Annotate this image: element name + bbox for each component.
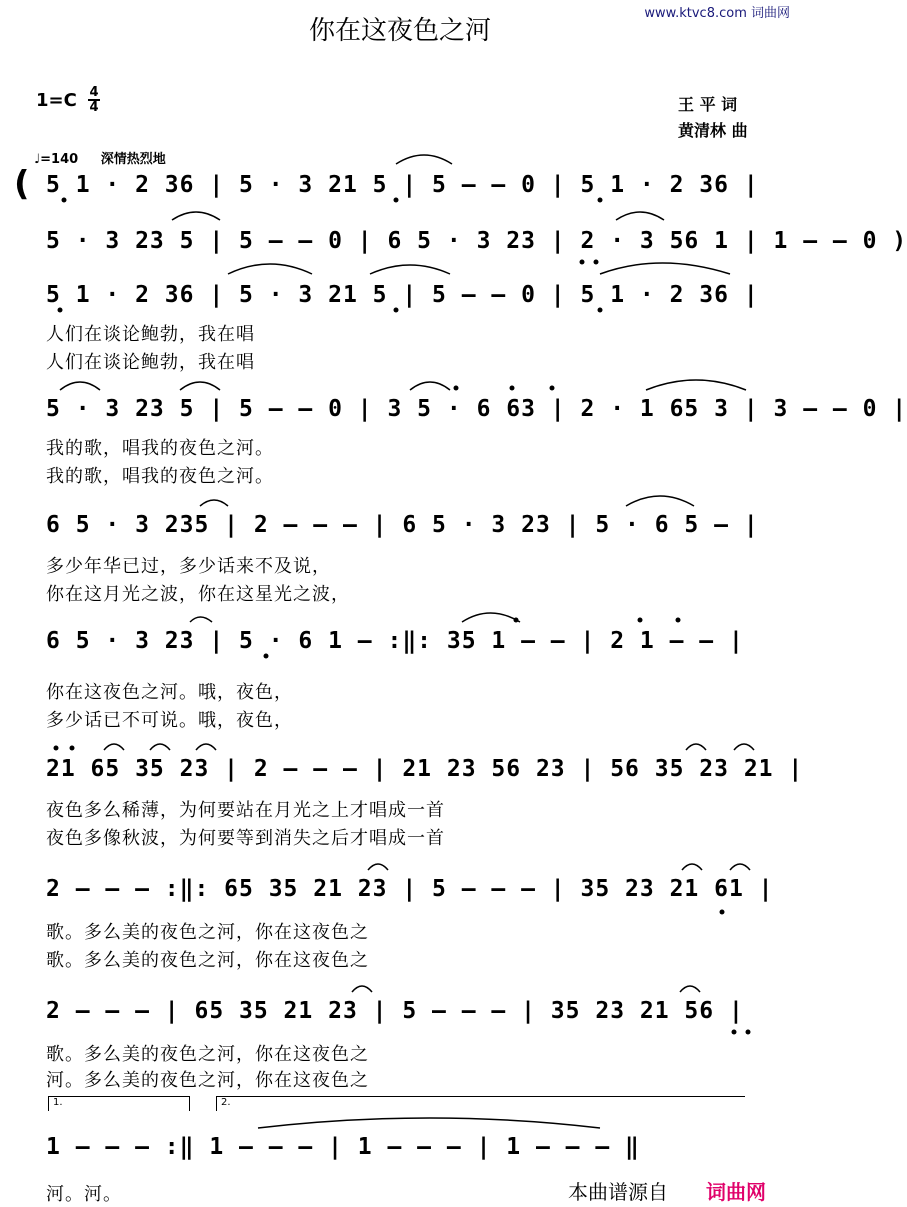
octave-dot <box>638 618 643 623</box>
notation-row: 5 1 · 2 36 | 5 · 3 21 5 | 5 – – 0 | 5 1 · 2 36 | <box>46 172 759 198</box>
slur-mark <box>150 744 170 750</box>
octave-dot <box>394 198 399 203</box>
octave-dot <box>514 618 519 623</box>
slur-mark <box>686 744 706 750</box>
lyric-line: 你在这夜色之河。哦，夜色， <box>46 682 293 703</box>
lyric-line: 歌。多么美的夜色之河，你在这夜色之 <box>46 1044 369 1065</box>
slur-mark <box>370 265 450 274</box>
slur-mark <box>196 744 216 750</box>
notation-row: 2 – – – :‖: 65 35 21 23 | 5 – – – | 35 23 21 61 | <box>46 876 774 902</box>
lyric-line: 夜色多像秋波，为何要等到消失之后才唱成一首 <box>46 828 445 849</box>
notation-row: 5 1 · 2 36 | 5 · 3 21 5 | 5 – – 0 | 5 1 · 2 36 | <box>46 282 759 308</box>
slur-mark <box>228 264 312 274</box>
slur-mark <box>352 986 372 992</box>
slur-mark <box>258 1118 600 1128</box>
notation-row: 2 – – – | 65 35 21 23 | 5 – – – | 35 23 21 56 | <box>46 998 744 1024</box>
repeat-open-paren: ( <box>14 164 30 204</box>
slur-mark <box>682 864 702 870</box>
slur-mark <box>180 382 220 390</box>
octave-dot <box>54 746 59 751</box>
octave-dot <box>598 308 603 313</box>
slur-mark <box>396 155 452 164</box>
lyric-line: 多少年华已过，多少话来不及说， <box>46 556 331 577</box>
octave-dot <box>580 260 585 265</box>
lyricist-credit: 王 平 词 <box>678 95 738 114</box>
lyric-line: 多少话已不可说。哦，夜色， <box>46 710 293 731</box>
octave-dot <box>732 1030 737 1035</box>
slur-mark <box>462 613 520 622</box>
site-watermark: www.ktvc8.com 词曲网 <box>644 6 790 21</box>
expression-marking: 深情热烈地 <box>100 152 166 167</box>
source-site-link[interactable]: 词曲网 <box>706 1180 766 1204</box>
slur-mark <box>200 500 228 506</box>
slur-mark <box>60 382 100 390</box>
notation-row: 1 – – – :‖ 1 – – – | 1 – – – | 1 – – – ‖ <box>46 1134 640 1160</box>
notation-row: 6 5 · 3 235 | 2 – – – | 6 5 · 3 23 | 5 · 6 5 – | <box>46 512 759 538</box>
lyric-line: 歌。多么美的夜色之河，你在这夜色之 <box>46 922 369 943</box>
slur-mark <box>730 864 750 870</box>
octave-dot <box>676 618 681 623</box>
octave-dot <box>550 386 555 391</box>
slur-mark <box>646 380 746 390</box>
notation-row: 5 · 3 23 5 | 5 – – 0 | 3 5 · 6 63 | 2 · 1 65 3 | 3 – – 0 | <box>46 396 907 422</box>
lyric-line: 河。河。 <box>46 1184 122 1205</box>
composer-credit: 黄清林 曲 <box>678 121 748 140</box>
octave-dot <box>394 308 399 313</box>
octave-dot <box>62 198 67 203</box>
tempo-value: ♩=140 <box>34 152 79 167</box>
slur-mark <box>626 496 694 506</box>
slur-mark <box>616 212 664 220</box>
source-credit: 本曲谱源自 <box>568 1180 668 1204</box>
time-signature-top: 4 <box>89 85 99 100</box>
lyric-line: 河。多么美的夜色之河，你在这夜色之 <box>46 1070 369 1091</box>
octave-dot <box>594 260 599 265</box>
octave-dot <box>510 386 515 391</box>
lyric-line: 人们在谈论鲍勃，我在唱 <box>46 324 255 345</box>
notation-row: 6 5 · 3 23 | 5 · 6 1 – :‖: 35 1 – – | 2 1 – – | <box>46 628 744 654</box>
octave-dot <box>720 910 725 915</box>
notation-row: 5 · 3 23 5 | 5 – – 0 | 6 5 · 3 23 | 2 · 3 56 1 | 1 – – 0 ) <box>46 228 907 254</box>
slur-mark <box>680 986 700 992</box>
octave-dot <box>58 308 63 313</box>
slur-mark <box>410 382 450 390</box>
slur-mark <box>172 212 220 220</box>
octave-dot <box>454 386 459 391</box>
octave-dot <box>746 1030 751 1035</box>
lyric-line: 你在这月光之波，你在这星光之波， <box>46 584 350 605</box>
song-title: 你在这夜色之河 <box>308 16 491 46</box>
lyric-line: 歌。多么美的夜色之河，你在这夜色之 <box>46 950 369 971</box>
lyric-line: 夜色多么稀薄，为何要站在月光之上才唱成一首 <box>46 800 445 821</box>
key-signature: 1=C <box>36 90 77 111</box>
octave-dot <box>70 746 75 751</box>
slur-mark <box>368 864 388 870</box>
lyric-line: 人们在谈论鲍勃，我在唱 <box>46 352 255 373</box>
slur-mark <box>600 263 730 274</box>
lyric-line: 我的歌，唱我的夜色之河。 <box>46 466 274 487</box>
volta-second-label: 2. <box>221 1097 231 1108</box>
octave-dot <box>598 198 603 203</box>
time-signature-bottom: 4 <box>89 100 99 115</box>
octave-dot <box>264 654 269 659</box>
volta-first-label: 1. <box>53 1097 63 1108</box>
lyric-line: 我的歌，唱我的夜色之河。 <box>46 438 274 459</box>
notation-row: 21 65 35 23 | 2 – – – | 21 23 56 23 | 56 35 23 21 | <box>46 756 804 782</box>
slur-mark <box>190 617 212 622</box>
slur-mark <box>734 744 754 750</box>
slur-mark <box>104 744 124 750</box>
